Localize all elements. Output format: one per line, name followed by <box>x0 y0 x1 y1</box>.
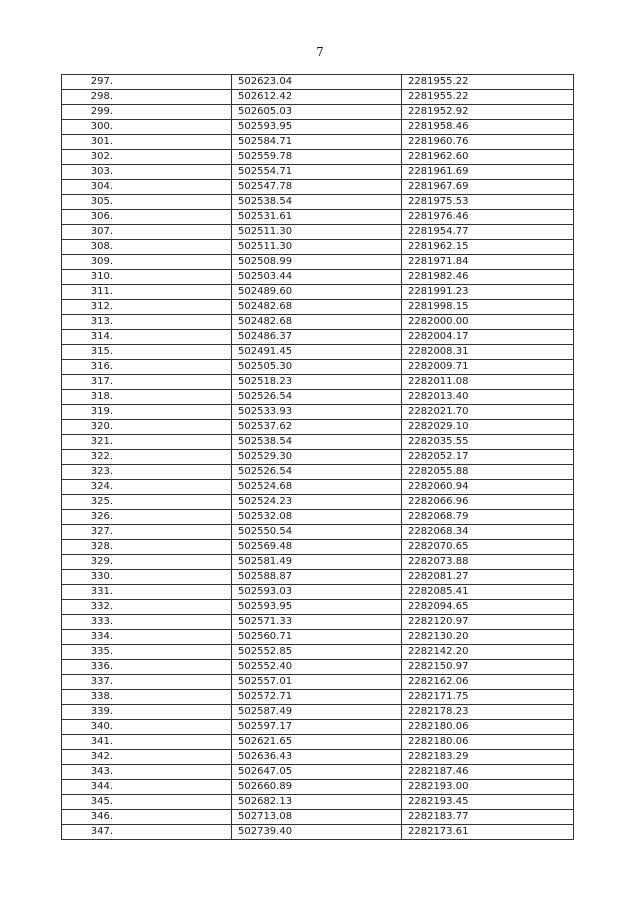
point-number-cell: 339. <box>62 705 232 720</box>
y-coordinate-cell: 2282009.71 <box>402 360 574 375</box>
point-number-cell: 320. <box>62 420 232 435</box>
table-row <box>62 585 574 600</box>
y-coordinate-cell: 2282013.40 <box>402 390 574 405</box>
table-row <box>62 510 574 525</box>
x-coordinate-cell: 502533.93 <box>232 405 402 420</box>
point-number-cell: 338. <box>62 690 232 705</box>
x-coordinate-cell: 502505.30 <box>232 360 402 375</box>
y-coordinate-cell: 2281967.69 <box>402 180 574 195</box>
y-coordinate-cell: 2282193.45 <box>402 795 574 810</box>
table-row <box>62 75 574 90</box>
table-row <box>62 150 574 165</box>
y-coordinate-cell: 2281952.92 <box>402 105 574 120</box>
x-coordinate-cell: 502554.71 <box>232 165 402 180</box>
point-number-cell: 305. <box>62 195 232 210</box>
y-coordinate-cell: 2282008.31 <box>402 345 574 360</box>
x-coordinate-cell: 502486.37 <box>232 330 402 345</box>
y-coordinate-cell: 2281976.46 <box>402 210 574 225</box>
x-coordinate-cell: 502482.68 <box>232 300 402 315</box>
point-number-cell: 312. <box>62 300 232 315</box>
y-coordinate-cell: 2282187.46 <box>402 765 574 780</box>
table-row <box>62 525 574 540</box>
point-number-cell: 331. <box>62 585 232 600</box>
point-number-cell: 347. <box>62 825 232 840</box>
point-number-cell: 301. <box>62 135 232 150</box>
y-coordinate-cell: 2281960.76 <box>402 135 574 150</box>
x-coordinate-cell: 502560.71 <box>232 630 402 645</box>
table-row <box>62 315 574 330</box>
x-coordinate-cell: 502526.54 <box>232 390 402 405</box>
table-row <box>62 720 574 735</box>
y-coordinate-cell: 2282000.00 <box>402 315 574 330</box>
table-row <box>62 780 574 795</box>
point-number-cell: 344. <box>62 780 232 795</box>
x-coordinate-cell: 502713.08 <box>232 810 402 825</box>
point-number-cell: 342. <box>62 750 232 765</box>
x-coordinate-cell: 502508.99 <box>232 255 402 270</box>
x-coordinate-cell: 502524.68 <box>232 480 402 495</box>
y-coordinate-cell: 2282150.97 <box>402 660 574 675</box>
x-coordinate-cell: 502529.30 <box>232 450 402 465</box>
table-row <box>62 255 574 270</box>
x-coordinate-cell: 502588.87 <box>232 570 402 585</box>
x-coordinate-cell: 502511.30 <box>232 240 402 255</box>
table-row <box>62 390 574 405</box>
table-row <box>62 465 574 480</box>
point-number-cell: 329. <box>62 555 232 570</box>
x-coordinate-cell: 502569.48 <box>232 540 402 555</box>
x-coordinate-cell: 502621.65 <box>232 735 402 750</box>
y-coordinate-cell: 2282068.34 <box>402 525 574 540</box>
point-number-cell: 309. <box>62 255 232 270</box>
y-coordinate-cell: 2282183.77 <box>402 810 574 825</box>
table-row <box>62 495 574 510</box>
x-coordinate-cell: 502557.01 <box>232 675 402 690</box>
table-row <box>62 300 574 315</box>
table-row <box>62 675 574 690</box>
table-row <box>62 375 574 390</box>
x-coordinate-cell: 502623.04 <box>232 75 402 90</box>
table-row <box>62 90 574 105</box>
table-row <box>62 285 574 300</box>
x-coordinate-cell: 502597.17 <box>232 720 402 735</box>
table-row <box>62 120 574 135</box>
y-coordinate-cell: 2282180.06 <box>402 720 574 735</box>
table-row <box>62 615 574 630</box>
y-coordinate-cell: 2282073.88 <box>402 555 574 570</box>
table-row <box>62 135 574 150</box>
table-row <box>62 345 574 360</box>
point-number-cell: 304. <box>62 180 232 195</box>
x-coordinate-cell: 502503.44 <box>232 270 402 285</box>
x-coordinate-cell: 502559.78 <box>232 150 402 165</box>
x-coordinate-cell: 502518.23 <box>232 375 402 390</box>
x-coordinate-cell: 502739.40 <box>232 825 402 840</box>
x-coordinate-cell: 502538.54 <box>232 435 402 450</box>
y-coordinate-cell: 2282004.17 <box>402 330 574 345</box>
y-coordinate-cell: 2281962.60 <box>402 150 574 165</box>
point-number-cell: 321. <box>62 435 232 450</box>
x-coordinate-cell: 502571.33 <box>232 615 402 630</box>
point-number-cell: 299. <box>62 105 232 120</box>
point-number-cell: 336. <box>62 660 232 675</box>
y-coordinate-cell: 2281954.77 <box>402 225 574 240</box>
point-number-cell: 337. <box>62 675 232 690</box>
y-coordinate-cell: 2281975.53 <box>402 195 574 210</box>
table-row <box>62 405 574 420</box>
point-number-cell: 322. <box>62 450 232 465</box>
x-coordinate-cell: 502605.03 <box>232 105 402 120</box>
x-coordinate-cell: 502584.71 <box>232 135 402 150</box>
point-number-cell: 346. <box>62 810 232 825</box>
table-row <box>62 795 574 810</box>
table-row <box>62 735 574 750</box>
table-row <box>62 270 574 285</box>
x-coordinate-cell: 502489.60 <box>232 285 402 300</box>
y-coordinate-cell: 2281962.15 <box>402 240 574 255</box>
x-coordinate-cell: 502593.03 <box>232 585 402 600</box>
y-coordinate-cell: 2282183.29 <box>402 750 574 765</box>
point-number-cell: 314. <box>62 330 232 345</box>
x-coordinate-cell: 502511.30 <box>232 225 402 240</box>
table-row <box>62 225 574 240</box>
x-coordinate-cell: 502491.45 <box>232 345 402 360</box>
y-coordinate-cell: 2282142.20 <box>402 645 574 660</box>
table-row <box>62 195 574 210</box>
point-number-cell: 325. <box>62 495 232 510</box>
table-row <box>62 600 574 615</box>
y-coordinate-cell: 2281961.69 <box>402 165 574 180</box>
point-number-cell: 345. <box>62 795 232 810</box>
y-coordinate-cell: 2282035.55 <box>402 435 574 450</box>
x-coordinate-cell: 502552.85 <box>232 645 402 660</box>
table-row <box>62 765 574 780</box>
y-coordinate-cell: 2281998.15 <box>402 300 574 315</box>
table-row <box>62 690 574 705</box>
y-coordinate-cell: 2282193.00 <box>402 780 574 795</box>
x-coordinate-cell: 502647.05 <box>232 765 402 780</box>
table-row <box>62 165 574 180</box>
table-row <box>62 420 574 435</box>
y-coordinate-cell: 2282178.23 <box>402 705 574 720</box>
table-row <box>62 240 574 255</box>
y-coordinate-cell: 2282055.88 <box>402 465 574 480</box>
table-row <box>62 825 574 840</box>
y-coordinate-cell: 2282162.06 <box>402 675 574 690</box>
y-coordinate-cell: 2282066.96 <box>402 495 574 510</box>
table-row <box>62 660 574 675</box>
table-row <box>62 570 574 585</box>
y-coordinate-cell: 2281991.23 <box>402 285 574 300</box>
table-row <box>62 210 574 225</box>
point-number-cell: 303. <box>62 165 232 180</box>
coordinates-table-body <box>62 75 574 840</box>
y-coordinate-cell: 2282171.75 <box>402 690 574 705</box>
coordinates-table <box>61 74 574 840</box>
x-coordinate-cell: 502526.54 <box>232 465 402 480</box>
point-number-cell: 300. <box>62 120 232 135</box>
table-row <box>62 450 574 465</box>
table-row <box>62 630 574 645</box>
x-coordinate-cell: 502552.40 <box>232 660 402 675</box>
y-coordinate-cell: 2281955.22 <box>402 75 574 90</box>
y-coordinate-cell: 2282173.61 <box>402 825 574 840</box>
x-coordinate-cell: 502660.89 <box>232 780 402 795</box>
point-number-cell: 333. <box>62 615 232 630</box>
x-coordinate-cell: 502550.54 <box>232 525 402 540</box>
point-number-cell: 316. <box>62 360 232 375</box>
point-number-cell: 315. <box>62 345 232 360</box>
point-number-cell: 343. <box>62 765 232 780</box>
point-number-cell: 311. <box>62 285 232 300</box>
point-number-cell: 330. <box>62 570 232 585</box>
y-coordinate-cell: 2282120.97 <box>402 615 574 630</box>
x-coordinate-cell: 502593.95 <box>232 120 402 135</box>
x-coordinate-cell: 502524.23 <box>232 495 402 510</box>
point-number-cell: 326. <box>62 510 232 525</box>
page-number: 7 <box>316 45 324 59</box>
y-coordinate-cell: 2281971.84 <box>402 255 574 270</box>
point-number-cell: 328. <box>62 540 232 555</box>
x-coordinate-cell: 502612.42 <box>232 90 402 105</box>
table-row <box>62 705 574 720</box>
x-coordinate-cell: 502531.61 <box>232 210 402 225</box>
point-number-cell: 318. <box>62 390 232 405</box>
point-number-cell: 319. <box>62 405 232 420</box>
point-number-cell: 308. <box>62 240 232 255</box>
x-coordinate-cell: 502537.62 <box>232 420 402 435</box>
y-coordinate-cell: 2281955.22 <box>402 90 574 105</box>
point-number-cell: 332. <box>62 600 232 615</box>
y-coordinate-cell: 2282130.20 <box>402 630 574 645</box>
point-number-cell: 298. <box>62 90 232 105</box>
point-number-cell: 297. <box>62 75 232 90</box>
y-coordinate-cell: 2281958.46 <box>402 120 574 135</box>
table-row <box>62 105 574 120</box>
point-number-cell: 335. <box>62 645 232 660</box>
y-coordinate-cell: 2282029.10 <box>402 420 574 435</box>
x-coordinate-cell: 502538.54 <box>232 195 402 210</box>
point-number-cell: 302. <box>62 150 232 165</box>
point-number-cell: 306. <box>62 210 232 225</box>
point-number-cell: 307. <box>62 225 232 240</box>
x-coordinate-cell: 502581.49 <box>232 555 402 570</box>
point-number-cell: 310. <box>62 270 232 285</box>
point-number-cell: 313. <box>62 315 232 330</box>
y-coordinate-cell: 2282021.70 <box>402 405 574 420</box>
y-coordinate-cell: 2282068.79 <box>402 510 574 525</box>
x-coordinate-cell: 502547.78 <box>232 180 402 195</box>
y-coordinate-cell: 2282070.65 <box>402 540 574 555</box>
point-number-cell: 327. <box>62 525 232 540</box>
y-coordinate-cell: 2282011.08 <box>402 375 574 390</box>
table-row <box>62 540 574 555</box>
table-row <box>62 645 574 660</box>
y-coordinate-cell: 2282094.65 <box>402 600 574 615</box>
x-coordinate-cell: 502636.43 <box>232 750 402 765</box>
y-coordinate-cell: 2282085.41 <box>402 585 574 600</box>
point-number-cell: 324. <box>62 480 232 495</box>
table-row <box>62 810 574 825</box>
y-coordinate-cell: 2282052.17 <box>402 450 574 465</box>
table-row <box>62 750 574 765</box>
table-row <box>62 555 574 570</box>
table-row <box>62 360 574 375</box>
y-coordinate-cell: 2281982.46 <box>402 270 574 285</box>
table-row <box>62 480 574 495</box>
point-number-cell: 334. <box>62 630 232 645</box>
table-row <box>62 435 574 450</box>
x-coordinate-cell: 502587.49 <box>232 705 402 720</box>
x-coordinate-cell: 502572.71 <box>232 690 402 705</box>
y-coordinate-cell: 2282060.94 <box>402 480 574 495</box>
x-coordinate-cell: 502593.95 <box>232 600 402 615</box>
table-row <box>62 180 574 195</box>
table-row <box>62 330 574 345</box>
x-coordinate-cell: 502532.08 <box>232 510 402 525</box>
point-number-cell: 323. <box>62 465 232 480</box>
y-coordinate-cell: 2282081.27 <box>402 570 574 585</box>
x-coordinate-cell: 502682.13 <box>232 795 402 810</box>
point-number-cell: 340. <box>62 720 232 735</box>
point-number-cell: 317. <box>62 375 232 390</box>
y-coordinate-cell: 2282180.06 <box>402 735 574 750</box>
point-number-cell: 341. <box>62 735 232 750</box>
x-coordinate-cell: 502482.68 <box>232 315 402 330</box>
